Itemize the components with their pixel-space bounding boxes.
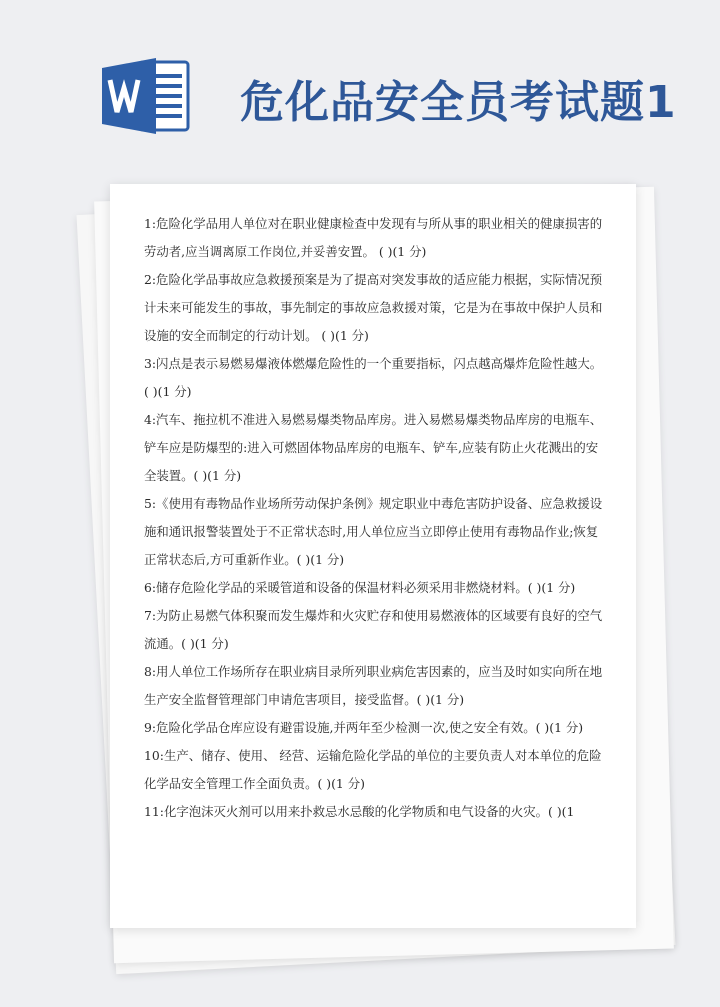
question-item: 9:危险化学品仓库应设有避雷设施,并两年至少检测一次,使之安全有效。( )(1 分) (144, 720, 584, 735)
question-item: 1:危险化学品用人单位对在职业健康检查中发现有与所从事的职业相关的健康损害的劳动者,应当调离原工作岗位,并妥善安置。 ( )(1 分) (144, 216, 603, 259)
question-item: 6:储存危险化学品的采暖管道和设备的保温材料必须采用非燃烧材料。( )(1 分) (144, 580, 576, 595)
header (0, 0, 720, 180)
question-item: 2:危险化学品事故应急救援预案是为了提高对突发事故的适应能力根据，实际情况预计未来可能发生的事故，事先制定的事故应急救援对策，它是为在事故中保护人员和设施的安全而制定的行动计划。 ( )(1 分) (144, 272, 603, 343)
document-title: 危化品安全员考试题1 (240, 77, 677, 128)
word-icon (100, 56, 192, 136)
document-page (110, 184, 636, 928)
question-item: 4:汽车、拖拉机不准进入易燃易爆类物品库房。进入易燃易爆类物品库房的电瓶车、铲车应是防爆型的:进入可燃固体物品库房的电瓶车、铲车,应装有防止火花溅出的安全装置。( )(1 分) (144, 412, 603, 483)
question-item: 5:《使用有毒物品作业场所劳动保护条例》规定职业中毒危害防护设备、应急救援设施和通讯报警装置处于不正常状态时,用人单位应当立即停止使用有毒物品作业;恢复正常状态后,方可重新作业。( )(1 分) (144, 496, 603, 567)
question-item: 7:为防止易燃气体积聚而发生爆炸和火灾贮存和使用易燃液体的区域要有良好的空气流通。( )(1 分) (144, 608, 603, 651)
question-list (144, 210, 606, 826)
question-item: 3:闪点是表示易燃易爆液体燃爆危险性的一个重要指标，闪点越高爆炸危险性越大。( )(1 分) (144, 356, 603, 399)
question-item: 11:化字泡沫灭火剂可以用来扑救忌水忌酸的化学物质和电气设备的火灾。( )(1 (144, 804, 575, 819)
question-item: 8:用人单位工作场所存在职业病目录所列职业病危害因素的，应当及时如实向所在地生产安全监督管理部门申请危害项目，接受监督。( )(1 分) (144, 664, 603, 707)
question-item: 10:生产、储存、使用、 经营、运输危险化学品的单位的主要负责人对本单位的危险化学品安全管理工作全面负责。( )(1 分) (144, 748, 602, 791)
